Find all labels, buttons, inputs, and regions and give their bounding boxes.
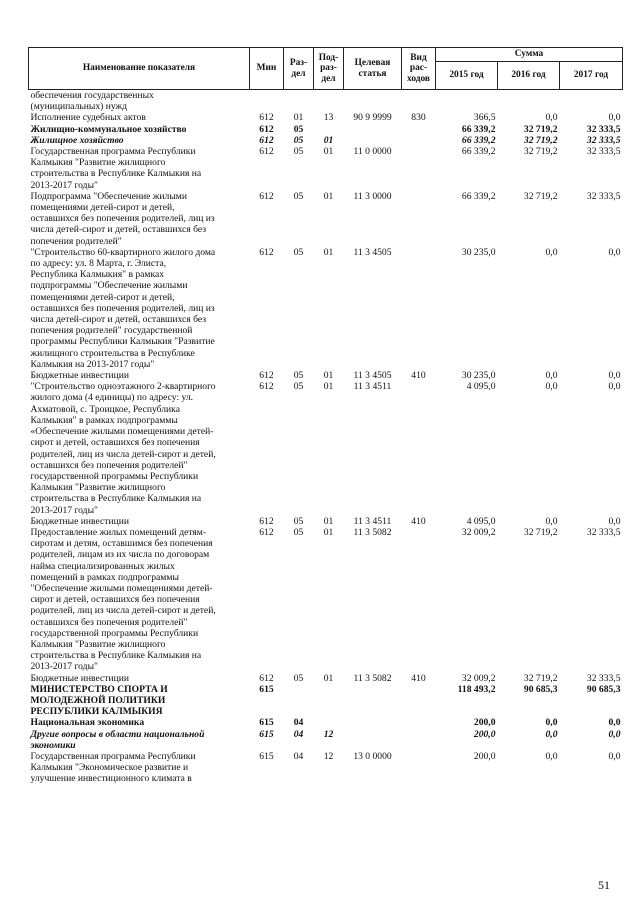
cell-vid: [402, 191, 436, 247]
cell-min: 612: [259, 381, 274, 393]
cell-2017: 0,0: [608, 381, 621, 393]
cell-2015: 366,5: [473, 112, 496, 124]
table-row: [29, 191, 623, 247]
cell-2015: 30 235,0: [461, 246, 496, 258]
cell-razdel: [284, 90, 314, 113]
cell-2016: 0,0: [545, 112, 558, 124]
cell-razdel: 04: [293, 750, 304, 762]
cell-2016: [498, 90, 560, 113]
cell-podrazdel: 01: [323, 146, 334, 158]
cell-2016: 32 719,2: [523, 146, 558, 158]
cell-name: Государственная программа Республики Калмыкия "Развитие жилищного строительства в Республике Калмыкия на 2013-2017 годы": [30, 146, 202, 191]
cell-2017: 32 333,5: [586, 123, 621, 135]
cell-2016: 0,0: [545, 370, 558, 382]
cell-razdel: 05: [293, 526, 304, 538]
cell-podrazdel: [314, 124, 344, 135]
header-celevaya: Целевая статья: [344, 48, 402, 90]
header-2016: 2016 год: [498, 62, 560, 90]
cell-2015: 4 095,0: [466, 515, 496, 527]
cell-celevaya: 11 0 0000: [353, 146, 392, 158]
cell-vid: [402, 527, 436, 673]
cell-2017: [560, 90, 623, 113]
cell-podrazdel: 01: [323, 515, 334, 527]
cell-2015: 200,0: [473, 750, 496, 762]
table-row: [29, 751, 623, 785]
cell-podrazdel: 12: [323, 728, 334, 740]
table-body: [29, 90, 623, 785]
cell-name: Другие вопросы в области национальной экономики: [30, 728, 205, 751]
cell-2016: 32 719,2: [523, 190, 558, 202]
cell-razdel: 05: [293, 515, 304, 527]
table-row: [29, 90, 623, 113]
cell-razdel: 04: [293, 717, 304, 729]
cell-2017: 0,0: [608, 750, 621, 762]
cell-2017: 0,0: [608, 246, 621, 258]
cell-2017: 90 685,3: [586, 683, 621, 695]
cell-podrazdel: 01: [323, 381, 334, 393]
table-row: [29, 527, 623, 673]
cell-podrazdel: 13: [323, 112, 334, 124]
cell-celevaya: 11 3 4511: [353, 515, 392, 527]
cell-razdel: 05: [293, 246, 304, 258]
cell-2015: 30 235,0: [461, 370, 496, 382]
cell-podrazdel: 01: [323, 190, 334, 202]
cell-vid: [402, 684, 436, 718]
cell-2015: 32 009,2: [461, 672, 496, 684]
cell-2015: 66 339,2: [461, 190, 496, 202]
cell-2016: 0,0: [545, 515, 558, 527]
table-row: [29, 112, 623, 123]
cell-min: 612: [259, 134, 274, 146]
cell-name: Бюджетные инвестиции: [30, 672, 129, 684]
cell-min: 612: [259, 190, 274, 202]
cell-celevaya: [344, 684, 402, 718]
cell-razdel: 05: [293, 123, 304, 135]
cell-vid: [402, 90, 436, 113]
cell-min: 615: [259, 683, 274, 695]
table-row: [29, 370, 623, 381]
cell-2017: 0,0: [608, 370, 621, 382]
cell-min: 612: [259, 515, 274, 527]
cell-2016: 0,0: [545, 246, 558, 258]
cell-2015: 4 095,0: [466, 381, 496, 393]
cell-celevaya: 90 9 9999: [353, 112, 392, 124]
cell-name: Государственная программа Республики Калмыкия "Экономическое развитие и улучшение инвестиционного климата в: [30, 750, 196, 785]
cell-2015: 32 009,2: [461, 526, 496, 538]
cell-name: "Строительство одноэтажного 2-квартирного жилого дома (4 единицы) по адресу: ул. Ахматовой, с. Троицкое, Республика Калмыкия" в рамках подпрограммы «Обеспечение жилыми помещениями детей- сирот и детей, оставшихся без попечения родителей, лиц из числа детей-сирот и детей, оставшихся без попечения родителей" государственной программы Республики Калмыкия "Развитие жилищного строительства в Республике Калмыкия на 2013-2017 годы": [30, 381, 216, 516]
cell-razdel: 05: [293, 134, 304, 146]
cell-min: 612: [259, 112, 274, 124]
budget-table: [28, 47, 623, 785]
cell-vid: 410: [411, 515, 426, 527]
cell-name: Национальная экономика: [30, 717, 145, 729]
table-row: [29, 717, 623, 728]
cell-2017: 32 333,5: [586, 146, 621, 158]
cell-name: обеспечения государственных (муниципальных) нужд: [30, 90, 154, 113]
cell-celevaya: 11 3 0000: [353, 190, 392, 202]
cell-vid: [402, 146, 436, 191]
cell-min: 612: [259, 526, 274, 538]
cell-name: Предоставление жилых помещений детям- сиротам и детям, оставшимся без попечения родителей, лицам из их числа по договорам найма специализированных жилых помещений в рамках подпрограммы "Обеспечение жилыми помещениями детей- сирот и детей, оставшихся без попечения родителей, лиц из числа детей-сирот и детей, оставшихся без попечения родителей" государственной программы Республики Калмыкия "Развитие жилищного строительства в Республике Калмыкия на 2013-2017 годы": [30, 526, 216, 673]
header-podrazdel: Под- раз- дел: [314, 48, 344, 90]
cell-name: Жилищно-коммунальное хозяйство: [30, 123, 187, 135]
cell-celevaya: 11 3 5082: [353, 672, 392, 684]
cell-min: 612: [259, 146, 274, 158]
cell-razdel: 05: [293, 190, 304, 202]
cell-vid: [402, 124, 436, 135]
cell-razdel: 04: [293, 728, 304, 740]
header-min: Мин: [250, 48, 284, 90]
cell-min: 612: [259, 672, 274, 684]
cell-min: 615: [259, 728, 274, 740]
cell-celevaya: [344, 717, 402, 728]
cell-vid: [402, 247, 436, 370]
cell-razdel: 05: [293, 146, 304, 158]
cell-2015: 200,0: [473, 728, 496, 740]
cell-podrazdel: 12: [323, 750, 334, 762]
table-row: [29, 381, 623, 515]
cell-2016: 90 685,3: [523, 683, 558, 695]
cell-podrazdel: 01: [323, 134, 334, 146]
cell-vid: 410: [411, 370, 426, 382]
cell-podrazdel: [314, 684, 344, 718]
cell-celevaya: [344, 124, 402, 135]
cell-2016: 0,0: [545, 717, 558, 729]
cell-2017: 0,0: [608, 717, 621, 729]
header-razdel: Раз- дел: [284, 48, 314, 90]
table-row: [29, 516, 623, 527]
cell-2015: [436, 90, 498, 113]
table-row: [29, 673, 623, 684]
cell-podrazdel: [314, 717, 344, 728]
cell-podrazdel: 01: [323, 370, 334, 382]
table-row: [29, 146, 623, 191]
header-2015: 2015 год: [436, 62, 498, 90]
cell-vid: [402, 751, 436, 785]
cell-name: Исполнение судебных актов: [30, 112, 146, 124]
cell-podrazdel: [314, 90, 344, 113]
cell-min: 612: [259, 123, 274, 135]
table-row: [29, 124, 623, 135]
cell-celevaya: 11 3 4505: [353, 246, 392, 258]
cell-vid: [402, 135, 436, 146]
cell-vid: 830: [411, 112, 426, 124]
cell-2017: 32 333,5: [586, 134, 621, 146]
header-name: Наименование показателя: [29, 48, 250, 90]
cell-2016: 0,0: [545, 381, 558, 393]
table-row: [29, 684, 623, 718]
budget-page: [28, 47, 622, 785]
cell-2017: 32 333,5: [586, 190, 621, 202]
cell-2015: 66 339,2: [461, 123, 496, 135]
cell-razdel: 05: [293, 370, 304, 382]
cell-2016: 32 719,2: [523, 526, 558, 538]
table-row: [29, 135, 623, 146]
cell-min: 612: [259, 246, 274, 258]
cell-2016: 32 719,2: [523, 134, 558, 146]
cell-vid: 410: [411, 672, 426, 684]
cell-celevaya: 11 3 4511: [353, 381, 392, 393]
cell-2017: 0,0: [608, 515, 621, 527]
cell-podrazdel: 01: [323, 526, 334, 538]
cell-min: 612: [259, 370, 274, 382]
cell-2015: 66 339,2: [461, 146, 496, 158]
cell-2016: 0,0: [545, 750, 558, 762]
cell-celevaya: [344, 90, 402, 113]
cell-razdel: [284, 684, 314, 718]
table-row: [29, 729, 623, 751]
cell-razdel: 05: [293, 381, 304, 393]
cell-name: Бюджетные инвестиции: [30, 370, 129, 382]
cell-min: 615: [259, 717, 274, 729]
cell-razdel: 01: [293, 112, 304, 124]
cell-celevaya: [344, 729, 402, 751]
cell-celevaya: [344, 135, 402, 146]
cell-vid: [402, 717, 436, 728]
cell-name: "Строительство 60-квартирного жилого дома по адресу: ул. 8 Марта, г. Элиста, Республика Калмыкия" в рамках подпрограммы "Обеспечение жилыми помещениями детей-сирот и детей, оставшихся без попечения родителей, лиц из числа детей-сирот и детей, оставшихся без попечения родителей" государственной программы Республики Калмыкия "Развитие жилищного строительства в Республике Калмыкия на 2013-2017 годы": [30, 246, 216, 370]
cell-2016: 32 719,2: [523, 672, 558, 684]
header-vid: Вид рас- ходов: [402, 48, 436, 90]
cell-2015: 66 339,2: [461, 134, 496, 146]
cell-2017: 32 333,5: [586, 526, 621, 538]
table-header: [29, 48, 623, 90]
header-summa: Сумма: [436, 48, 623, 62]
cell-2017: 0,0: [608, 112, 621, 124]
cell-name: МИНИСТЕРСТВО СПОРТА И МОЛОДЕЖНОЙ ПОЛИТИКИ РЕСПУБЛИКИ КАЛМЫКИЯ: [30, 683, 168, 718]
cell-vid: [402, 381, 436, 515]
cell-podrazdel: 01: [323, 246, 334, 258]
cell-celevaya: 11 3 4505: [353, 370, 392, 382]
cell-min: [250, 90, 284, 113]
cell-name: Бюджетные инвестиции: [30, 515, 129, 527]
cell-2016: 0,0: [545, 728, 558, 740]
cell-min: 615: [259, 750, 274, 762]
cell-2017: 0,0: [608, 728, 621, 740]
cell-2015: 118 493,2: [457, 683, 496, 695]
cell-2015: 200,0: [473, 717, 496, 729]
cell-name: Жилищное хозяйство: [30, 134, 124, 146]
page-number: 51: [598, 878, 610, 892]
cell-2016: 32 719,2: [523, 123, 558, 135]
cell-podrazdel: 01: [323, 672, 334, 684]
cell-2017: 32 333,5: [586, 672, 621, 684]
cell-celevaya: 13 0 0000: [353, 750, 392, 762]
cell-vid: [402, 729, 436, 751]
cell-name: Подпрограмма "Обеспечение жилыми помещениями детей-сирот и детей, оставшихся без попечения родителей, лиц из числа детей-сирот и детей, оставшихся без попечения родителей": [30, 190, 215, 247]
cell-razdel: 05: [293, 672, 304, 684]
table-row: [29, 247, 623, 370]
cell-celevaya: 11 3 5082: [353, 526, 392, 538]
header-2017: 2017 год: [560, 62, 623, 90]
